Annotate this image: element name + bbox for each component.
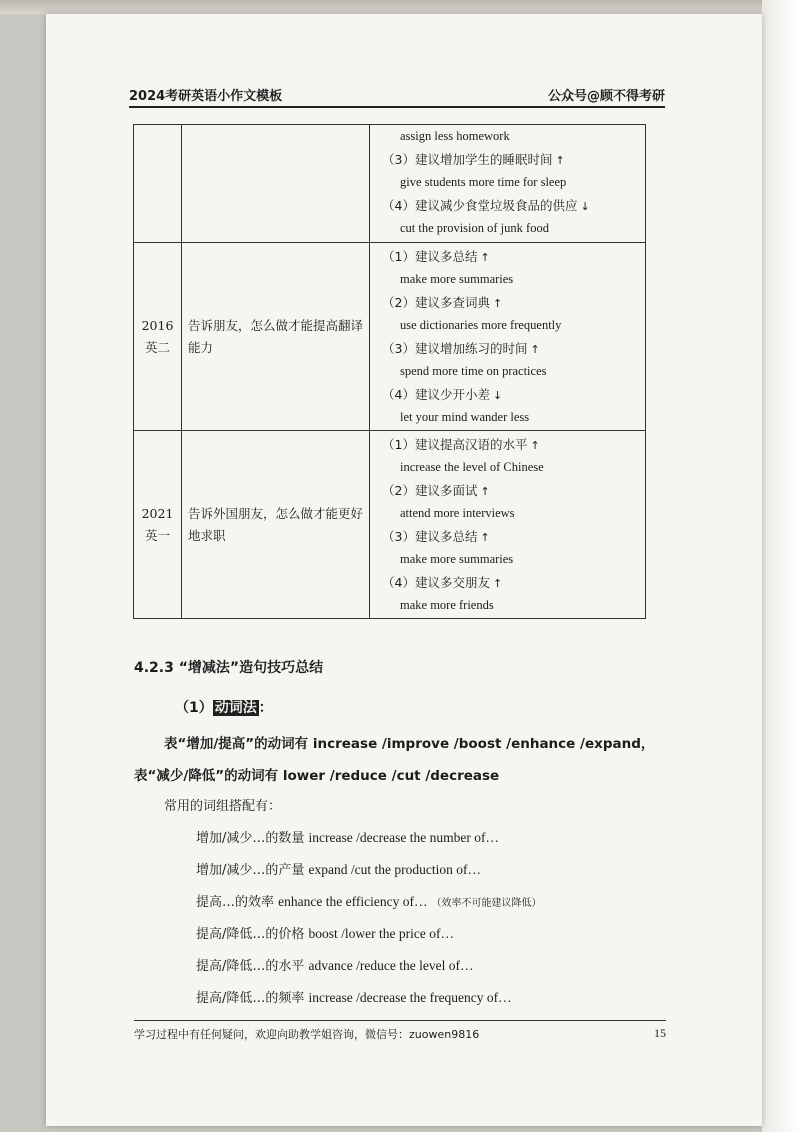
exam-type: 英一 [144,527,170,543]
arrow-up-icon: ↑ [480,531,490,544]
phrase-note: （效率不可能建议降低） [431,898,542,909]
arrow-up-icon: ↑ [530,439,540,452]
suggestion-table [133,124,646,619]
suggestion-cn: （4）建议多交朋友 ↑ [382,575,503,590]
suggestion-en: spend more time on practices [400,364,547,378]
suggestion-en: increase the level of Chinese [400,460,544,474]
suggestion-en: make more summaries [400,272,514,286]
footer-contact: 学习过程中有任何疑问，欢迎向助教学姐咨询，微信号：zuowen9816 [134,1028,480,1041]
year-cell [134,243,182,431]
list-item: 增加/减少…的数量 increase /decrease the number of… [196,830,499,846]
subsection-title: （1） 动词法 ： [175,700,273,716]
exam-year: 2021 [141,505,174,521]
page-footer [134,1020,666,1045]
list-item: 提高/降低…的频率 increase /decrease the frequency of… [196,990,512,1006]
suggestion-en: cut the provision of junk food [400,221,549,235]
list-item: 提高/降低…的水平 advance /reduce the level of… [196,958,474,974]
suggestion-cn: （3）建议增加练习的时间 ↑ [382,341,540,356]
suggestion-en: attend more interviews [400,506,515,520]
suggestion-cn: （2）建议多查词典 ↑ [382,295,503,310]
topic-text: 告诉外国朋友，怎么做才能更好地求职 [188,505,364,543]
arrow-up-icon: ↑ [555,154,565,167]
year-cell [134,431,182,619]
arrow-down-icon: ↓ [492,389,503,402]
suggestion-cn: （3）建议多总结 ↑ [382,529,490,544]
common-collocations-label: 常用的词组搭配有： [164,799,282,814]
suggestion-cn: （4）建议减少食堂垃圾食品的供应 ↓ [382,198,590,213]
arrow-up-icon: ↑ [480,485,490,498]
suggestion-en: use dictionaries more frequently [400,318,562,332]
topic-cell [182,243,370,431]
arrow-up-icon: ↑ [480,251,490,264]
arrow-up-icon: ↑ [492,577,503,590]
phrase-list [196,822,656,1014]
arrow-up-icon: ↑ [492,297,503,310]
suggestion-en: give students more time for sleep [400,175,567,189]
year-cell [134,125,182,243]
suggestion-en: let your mind wander less [400,410,530,424]
suggestion-en: assign less homework [400,129,510,143]
highlighted-term: 动词法 [214,700,257,716]
suggestions-cell [370,431,646,619]
header-account: 公众号@顾不得考研 [547,89,665,104]
header-title: 2024考研英语小作文模板 [129,89,283,104]
suggestion-cn: （1）建议提高汉语的水平 ↑ [382,437,540,452]
page-header [129,80,665,108]
suggestions-cell [370,243,646,431]
table-row [134,243,646,431]
list-item: 增加/减少…的产量 expand /cut the production of… [196,862,481,878]
suggestions-cell [370,125,646,243]
scan-top-edge [0,0,800,14]
page-number: 15 [654,1026,666,1040]
arrow-down-icon: ↓ [580,200,590,213]
list-item: 提高/降低…的价格 boost /lower the price of… [196,926,454,942]
suggestion-cn: （3）建议增加学生的睡眠时间 ↑ [382,152,565,167]
table-row [134,125,646,243]
topic-text: 告诉朋友，怎么做才能提高翻译能力 [188,317,364,355]
exam-year: 2016 [141,317,174,333]
suggestion-cn: （1）建议多总结 ↑ [382,249,490,264]
suggestion-en: make more summaries [400,552,514,566]
verb-paragraph: 表“增加/提高”的动词有 increase /improve /boost /enhance /expand，表“减少/降低”的动词有 lower /reduce /cut /decrease [134,736,655,784]
arrow-up-icon: ↑ [530,343,540,356]
topic-cell [182,125,370,243]
scan-right-edge [762,0,800,1132]
list-item: 提高…的效率 enhance the efficiency of… （效率不可能建议降低） [196,894,542,910]
suggestion-cn: （2）建议多面试 ↑ [382,483,490,498]
suggestion-en: make more friends [400,598,494,612]
table-row [134,431,646,619]
topic-cell [182,431,370,619]
suggestion-cn: （4）建议少开小差 ↓ [382,387,503,402]
section-title: 4.2.3 “增减法”造句技巧总结 [134,660,324,676]
exam-type: 英二 [144,339,170,355]
